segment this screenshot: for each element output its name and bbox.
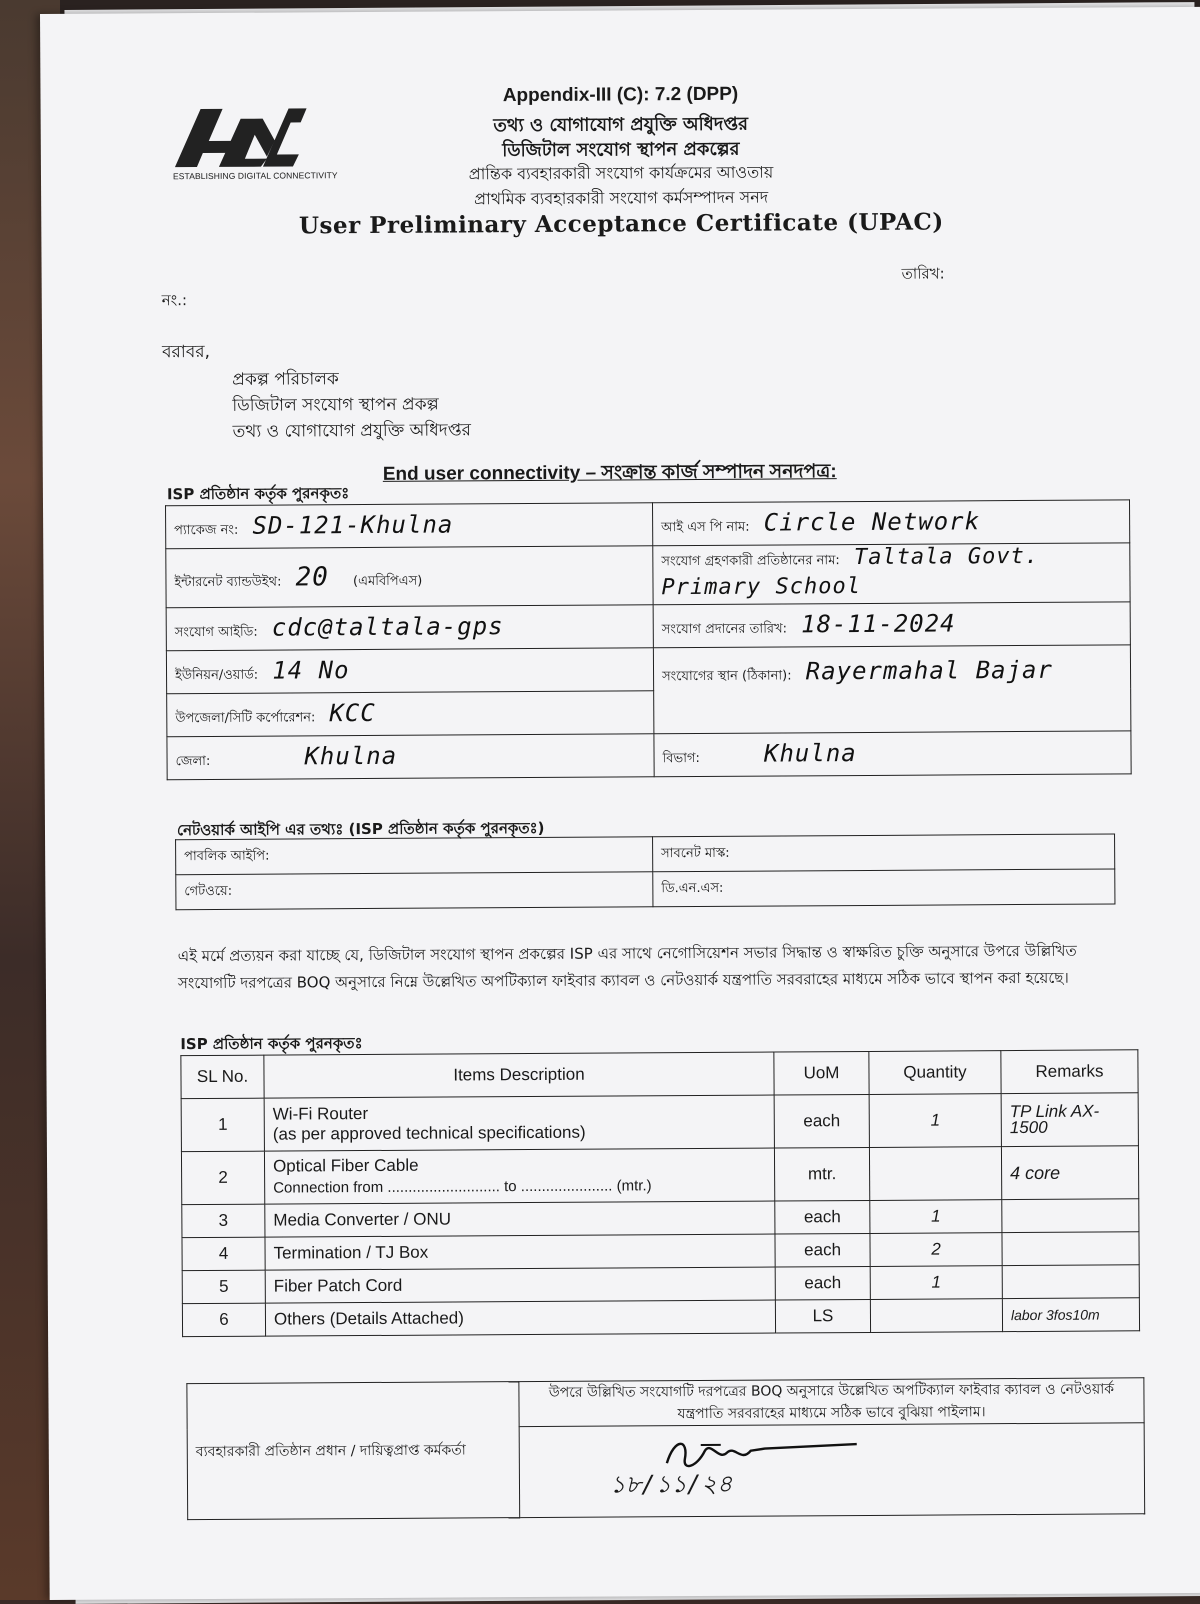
subnet-label: সাবনেট মাস্ক: (653, 834, 1115, 872)
connection-id-cell (166, 605, 653, 651)
location-value: Rayermahal Bajar (805, 655, 1053, 686)
header-remarks: Remarks (1001, 1050, 1138, 1094)
header-uom: UoM (774, 1051, 869, 1095)
row-remarks (1002, 1265, 1139, 1299)
certificate-page (40, 7, 1200, 1600)
row-quantity: 1 (870, 1200, 1002, 1234)
bandwidth-value: 20 (295, 561, 329, 592)
union-label: ইউনিয়ন/ওয়ার্ড: (174, 667, 259, 684)
public-ip-label: পাবলিক আইপি: (176, 837, 653, 875)
number-label: নং.: (161, 291, 188, 310)
row-uom: each (775, 1266, 870, 1300)
row-description (264, 1095, 774, 1151)
row-sl: 4 (182, 1237, 265, 1271)
upazila-value: KCC (329, 698, 376, 728)
row-sl: 6 (182, 1303, 265, 1337)
package-label: প্যাকেজ নং: (174, 522, 239, 539)
department-heading: তথ্য ও যোগাযোগ প্রযুক্তি অধিদপ্তর (493, 113, 749, 137)
row-sl: 2 (181, 1151, 264, 1205)
row-quantity (870, 1299, 1002, 1333)
subheading-2: প্রাথমিক ব্যবহারকারী সংযোগ কর্মসম্পাদন সনদ (474, 187, 769, 209)
row-quantity: 1 (870, 1266, 1002, 1300)
recipient-line-1: প্রকল্প পরিচালক (232, 369, 339, 390)
union-value: 14 No (272, 656, 350, 685)
table-row (181, 1093, 1138, 1152)
row-description: Media Converter / ONU (265, 1201, 775, 1237)
network-info-table (175, 833, 1115, 910)
division-label: বিভাগ: (662, 750, 700, 767)
header-description: Items Description (264, 1052, 774, 1098)
receiver-cell (653, 543, 1130, 605)
row-uom: LS (775, 1299, 870, 1333)
division-value: Khulna (763, 739, 857, 768)
date-label: তারিখ: (901, 264, 945, 283)
gateway-label: গেটওয়ে: (176, 872, 653, 910)
connection-date-value: 18-11-2024 (801, 609, 956, 639)
row-remarks: 4 core (1001, 1146, 1138, 1200)
package-cell (166, 503, 653, 549)
row-quantity: 1 (869, 1094, 1001, 1148)
signature-icon (661, 1432, 861, 1503)
district-label: জেলা: (175, 753, 211, 770)
isp-filled-label: ISP প্রতিষ্ঠান কর্তৃক পুরনকৃতঃ (166, 484, 350, 504)
salutation: বরাবর, (162, 341, 211, 363)
isp-name-cell (652, 500, 1129, 546)
connection-id-label: সংযোগ আইডি: (174, 624, 258, 641)
district-cell (167, 734, 654, 780)
boq-title: ISP প্রতিষ্ঠান কর্তৃক পুরনকৃতঃ (180, 1034, 363, 1054)
row-remarks (1002, 1232, 1139, 1266)
connection-date-label: সংযোগ প্রদানের তারিখ: (661, 621, 788, 638)
row-uom: each (775, 1200, 870, 1234)
recipient-line-2: ডিজিটাল সংযোগ স্থাপন প্রকল্প (232, 394, 439, 416)
location-cell (653, 645, 1131, 734)
table-row (181, 1146, 1138, 1205)
connection-info-table (165, 499, 1132, 780)
district-value: Khulna (304, 741, 398, 771)
subheading-1: প্রান্তিক ব্যবহারকারী সংযোগ কার্যক্রমের আওতায় (468, 162, 774, 184)
boq-table (180, 1049, 1140, 1337)
bandwidth-cell (166, 546, 653, 608)
network-info-title: নেটওয়ার্ক আইপি এর তথ্যঃ (ISP প্রতিষ্ঠান কর্তৃক পুরনকৃতঃ) (176, 818, 545, 840)
isp-name-label: আই এস পি নাম: (661, 519, 750, 536)
acknowledgement-statement: উপরে উল্লিখিত সংযোগটি দরপত্রের BOQ অনুসারে উল্লেখিত অপটিক্যাল ফাইবার ক্যাবল ও নেটওয়ার্ক যন্ত্রপাতি সরবরাহের মাধ্যমে সঠিক ভাবে বুঝিয়া পাইলাম। (519, 1378, 1144, 1427)
receiver-value: Taltala Govt. Primary School (661, 543, 1040, 601)
signer-label: ব্যবহারকারী প্রতিষ্ঠান প্রধান / দায়িত্বপ্রাপ্ত কর্মকর্তা (187, 1382, 520, 1520)
connection-date-cell (653, 602, 1130, 648)
bandwidth-unit: (এমবিপিএস) (352, 573, 423, 589)
upazila-cell (167, 691, 654, 737)
item-note: (as per approved technical specifications) (272, 1122, 586, 1144)
row-description: Fiber Patch Cord (265, 1267, 775, 1303)
receiver-label: সংযোগ গ্রহণকারী প্রতিষ্ঠানের নাম: (661, 553, 840, 570)
row-remarks: labor 3fos10m (1002, 1298, 1139, 1332)
item-name: Optical Fiber Cable (272, 1155, 419, 1176)
certification-paragraph: এই মর্মে প্রত্যয়ন করা যাচ্ছে যে, ডিজিটাল সংযোগ স্থাপন প্রকল্পের ISP এর সাথে নেগোসিয়েশন সভার সিদ্ধান্ত ও স্বাক্ষরিত চুক্তি অনুসারে উপরে উল্লিখিত সংযোগটি দরপত্রের BOQ অনুসারে নিম্নে উল্লেখিত অপটিক্যাল ফাইবার ক্যাবল ও নেটওয়ার্ক যন্ত্রপাতি সরবরাহের মাধ্যমে সঠিক ভাবে স্থাপন করা হয়েছে। (177, 941, 1077, 993)
row-uom: each (775, 1233, 870, 1267)
row-description (264, 1148, 774, 1204)
section-title: End user connectivity – সংক্রান্ত কার্জ সম্পাদন সনদপত্র: (382, 461, 837, 485)
recipient-line-3: তথ্য ও যোগাযোগ প্রযুক্তি অধিদপ্তর (232, 420, 472, 442)
logo-caption: ESTABLISHING DIGITAL CONNECTIVITY (172, 170, 338, 182)
row-sl: 5 (182, 1270, 265, 1304)
item-name: Wi-Fi Router (272, 1104, 369, 1124)
row-description: Termination / TJ Box (265, 1234, 775, 1270)
row-uom: mtr. (774, 1147, 869, 1201)
row-remarks (1002, 1199, 1139, 1233)
certificate-title: User Preliminary Acceptance Certificate (UPAC) (298, 208, 944, 240)
header-sl: SL No. (181, 1055, 264, 1099)
item-note: Connection from ........................... to ...................... (mtr.) (273, 1177, 652, 1197)
row-uom: each (774, 1094, 869, 1148)
row-description: Others (Details Attached) (265, 1300, 775, 1336)
connection-id-value: cdc@taltala-gps (271, 612, 504, 642)
dns-label: ডি.এন.এস: (653, 869, 1115, 907)
row-sl: 1 (181, 1098, 264, 1152)
union-cell (166, 648, 653, 694)
signature-date: ১৮/১১/২৪ (609, 1469, 733, 1499)
boq-header-row (181, 1050, 1138, 1099)
upazila-label: উপজেলা/সিটি কর্পোরেশন: (175, 710, 316, 727)
row-quantity: 2 (870, 1233, 1002, 1267)
isp-name-value: Circle Network (763, 507, 981, 537)
table-row (182, 1298, 1139, 1337)
package-value: SD-121-Khulna (252, 510, 454, 540)
row-quantity (869, 1147, 1001, 1201)
bandwidth-label: ইন্টারনেট ব্যান্ডউইথ: (174, 574, 282, 590)
division-cell (654, 731, 1131, 777)
appendix-heading: Appendix-III (C): 7.2 (DPP) (502, 83, 739, 107)
row-remarks: TP Link AX-1500 (1001, 1093, 1138, 1147)
row-sl: 3 (182, 1204, 265, 1238)
header-quantity: Quantity (869, 1051, 1001, 1095)
project-heading: ডিজিটাল সংযোগ স্থাপন প্রকল্পের (502, 138, 740, 162)
location-label: সংযোগের স্থান (ঠিকানা): (662, 668, 792, 685)
